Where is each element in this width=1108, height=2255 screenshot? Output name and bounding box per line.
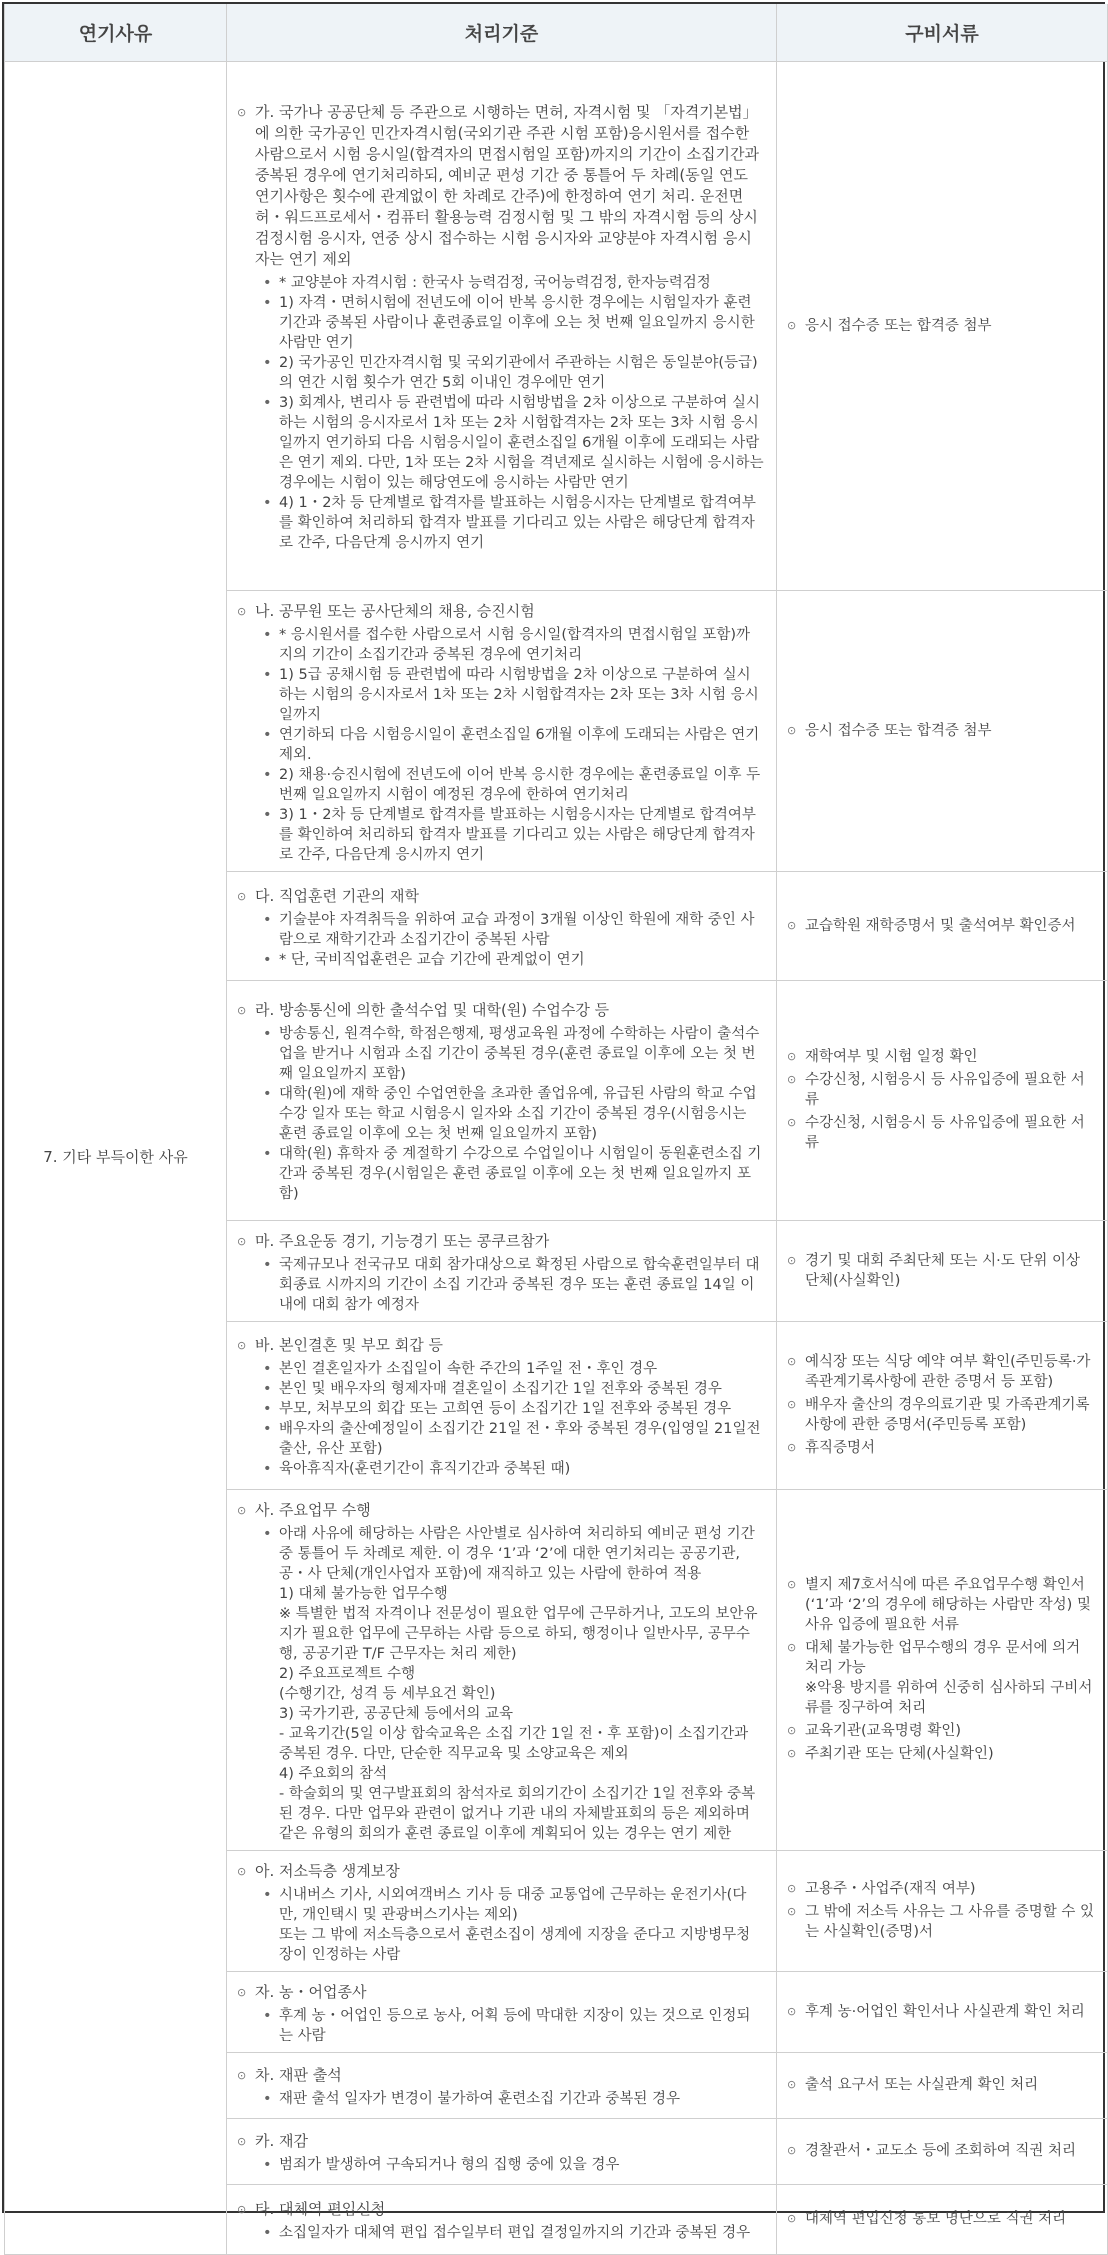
criteria-cell bbox=[227, 61, 777, 590]
circle-dot-icon: ⊙ bbox=[787, 918, 797, 932]
circle-dot-icon: ⊙ bbox=[237, 604, 247, 618]
document-item bbox=[787, 1638, 1097, 1718]
list-item: • 재판 출석 일자가 변경이 불가하여 훈련소집 기간과 중복된 경우 bbox=[263, 2089, 764, 2109]
circle-dot-icon: ⊙ bbox=[237, 2203, 247, 2216]
document-text: 수강신청, 시험응시 등 사유입증에 필요한 서류 bbox=[805, 1115, 1085, 1151]
document-text: 별지 제7호서식에 따른 주요업무수행 확인서(‘1’과 ‘2’의 경우에 해당하는 사람만 작성) 및 사유 입증에 필요한 서류 bbox=[805, 1577, 1091, 1633]
documents-cell bbox=[777, 1489, 1108, 1850]
document-item bbox=[787, 1879, 1097, 1899]
documents-cell bbox=[777, 980, 1108, 1220]
documents-cell bbox=[777, 2184, 1108, 2254]
circle-dot-icon: ⊙ bbox=[787, 1882, 797, 1895]
criteria-list bbox=[237, 2006, 764, 2046]
document-text: 교육기관(교육명령 확인) bbox=[805, 1723, 961, 1739]
criteria-heading-text: 타. 대체역 편입신청 bbox=[255, 2200, 386, 2218]
circle-dot-icon: ⊙ bbox=[237, 2135, 247, 2148]
document-text: 경기 및 대회 주최단체 또는 시·도 단위 이상 단체(사실확인) bbox=[805, 1252, 1080, 1289]
circle-dot-icon: ⊙ bbox=[787, 318, 797, 332]
circle-dot-icon: ⊙ bbox=[237, 889, 247, 903]
criteria-list bbox=[237, 2089, 764, 2109]
document-item bbox=[787, 916, 1097, 936]
postponement-table bbox=[4, 4, 1108, 2255]
circle-dot-icon: ⊙ bbox=[787, 1050, 797, 1063]
criteria-cell bbox=[227, 1220, 777, 1321]
document-item bbox=[787, 2002, 1097, 2022]
criteria-cell bbox=[227, 1489, 777, 1850]
criteria-cell bbox=[227, 2184, 777, 2254]
criteria-heading-text: 아. 저소득층 생계보장 bbox=[255, 1861, 400, 1880]
circle-dot-icon: ⊙ bbox=[787, 1747, 797, 1760]
circle-dot-icon: ⊙ bbox=[237, 1234, 247, 1248]
document-text: 그 밖에 저소득 사유는 그 사유를 증명할 수 있는 사실확인(증명)서 bbox=[805, 1904, 1094, 1940]
circle-dot-icon: ⊙ bbox=[787, 1724, 797, 1737]
document-item bbox=[787, 1352, 1097, 1392]
header-criteria: 처리기준 bbox=[227, 4, 777, 61]
list-item: • 본인 결혼일자가 소집일이 속한 주간의 1주일 전・후인 경우 bbox=[263, 1359, 764, 1379]
list-item: • 후계 농・어업인 등으로 농사, 어획 등에 막대한 지장이 있는 것으로 인정되는 사람 bbox=[263, 2006, 764, 2046]
criteria-heading-text: 다. 직업훈련 기관의 재학 bbox=[255, 886, 419, 905]
document-text: 예식장 또는 식당 예약 여부 확인(주민등록·가족관계기록사항에 관한 증명서 등 포함) bbox=[805, 1354, 1091, 1390]
list-item: • 4) 1・2차 등 단계별로 합격자를 발표하는 시험응시자는 단계별로 합격여부를 확인하여 처리하되 합격자 발표를 기다리고 있는 사람은 해당단계 합격자로 간주, 다음단계 응시까지 연기 bbox=[263, 493, 764, 553]
criteria-list bbox=[237, 2155, 764, 2175]
criteria-heading bbox=[237, 1500, 764, 1521]
circle-dot-icon: ⊙ bbox=[787, 1641, 797, 1654]
documents-cell bbox=[777, 2118, 1108, 2184]
list-item: • 대학(원) 휴학자 중 계절학기 수강으로 수업일이나 시험일이 동원훈련소집 기간과 중복된 경우(시험일은 훈련 종료일 이후에 오는 첫 번째 일요일까지 포함) bbox=[263, 1144, 764, 1204]
circle-dot-icon: ⊙ bbox=[787, 1116, 797, 1129]
list-item: • 기술분야 자격취득을 위하여 교습 과정이 3개월 이상인 학원에 재학 중인 사람으로 재학기간과 소집기간이 중복된 사람 bbox=[263, 910, 764, 950]
document-item bbox=[787, 1744, 1097, 1764]
list-item: • 시내버스 기사, 시외여객버스 기사 등 대중 교통업에 근무하는 운전기사(다만, 개인택시 및 관광버스기사는 제외) 또는 그 밖에 저소득층으로서 훈련소집이 생계에 지장을 준다고 지방병무청장이 인정하는 사람 bbox=[263, 1885, 764, 1965]
criteria-cell bbox=[227, 2118, 777, 2184]
circle-dot-icon: ⊙ bbox=[787, 1441, 797, 1454]
document-item bbox=[787, 2075, 1097, 2095]
list-item: • 2) 채용·승진시험에 전년도에 이어 반복 응시한 경우에는 훈련종료일 이후 두번째 일요일까지 시험이 예정된 경우에 한하여 연기처리 bbox=[263, 765, 764, 805]
criteria-heading-text: 바. 본인결혼 및 부모 회갑 등 bbox=[255, 1336, 443, 1354]
documents-cell bbox=[777, 590, 1108, 871]
criteria-cell bbox=[227, 1971, 777, 2052]
criteria-list bbox=[237, 273, 764, 553]
circle-dot-icon: ⊙ bbox=[787, 2004, 797, 2018]
list-item: • 1) 5급 공채시험 등 관련법에 따라 시험방법을 2차 이상으로 구분하여 실시하는 시험의 응시자로서 1차 또는 2차 시험합격자는 2차 또는 3차 시험 응시일까지 bbox=[263, 665, 764, 725]
circle-dot-icon: ⊙ bbox=[237, 106, 247, 119]
criteria-heading-text: 나. 공무원 또는 공사단체의 채용, 승진시험 bbox=[255, 601, 535, 620]
circle-dot-icon: ⊙ bbox=[787, 1578, 797, 1591]
header-reason: 연기사유 bbox=[5, 4, 227, 61]
list-item: • 국제규모나 전국규모 대회 참가대상으로 확정된 사람으로 합숙훈련일부터 대회종료 시까지의 기간이 소집 기간과 중복된 경우 또는 훈련 종료일 14일 이내에 대회 참가 예정자 bbox=[263, 1255, 764, 1315]
document-text: 대체역 편입신청 통보 명단으로 직권 처리 bbox=[805, 2211, 1067, 2227]
list-item: • * 교양분야 자격시험 : 한국사 능력검정, 국어능력검정, 한자능력검정 bbox=[263, 273, 764, 293]
criteria-list bbox=[237, 910, 764, 970]
circle-dot-icon: ⊙ bbox=[787, 2078, 797, 2091]
criteria-heading bbox=[237, 2065, 764, 2086]
documents-cell bbox=[777, 871, 1108, 980]
document-item bbox=[787, 1070, 1097, 1110]
list-item: • 방송통신, 원격수학, 학점은행제, 평생교육원 과정에 수학하는 사람이 출석수업을 받거나 시험과 소집 기간이 중복된 경우(훈련 종료일 이후에 오는 첫 번째 일요일까지 포함) bbox=[263, 1024, 764, 1084]
document-text: 재학여부 및 시험 일정 확인 bbox=[805, 1049, 978, 1065]
document-item bbox=[787, 316, 1097, 336]
document-item bbox=[787, 2209, 1097, 2229]
list-item: • * 단, 국비직업훈련은 교습 기간에 관계없이 연기 bbox=[263, 950, 764, 970]
criteria-heading-text: 차. 재판 출석 bbox=[255, 2066, 342, 2084]
list-item: • 육아휴직자(훈련기간이 휴직기간과 중복된 때) bbox=[263, 1459, 764, 1479]
reason-cell: 7. 기타 부득이한 사유 bbox=[5, 61, 227, 2254]
criteria-cell bbox=[227, 980, 777, 1220]
document-item bbox=[787, 1047, 1097, 1067]
list-item: • 부모, 처부모의 회갑 또는 고희연 등이 소집기간 1일 전후와 중복된 경우 bbox=[263, 1399, 764, 1419]
documents-cell bbox=[777, 1971, 1108, 2052]
documents-cell bbox=[777, 61, 1108, 590]
regulation-table-frame bbox=[2, 2, 1105, 2241]
list-item: • 연기하되 다음 시험응시일이 훈련소집일 6개월 이후에 도래되는 사람은 연기 제외. bbox=[263, 725, 764, 765]
table-body bbox=[5, 61, 1108, 2254]
document-item bbox=[787, 1575, 1097, 1635]
criteria-cell bbox=[227, 1321, 777, 1489]
list-item: • 본인 및 배우자의 형제자매 결혼일이 소집기간 1일 전후와 중복된 경우 bbox=[263, 1379, 764, 1399]
criteria-heading-text: 카. 재감 bbox=[255, 2132, 309, 2150]
list-item: • 배우자의 출산예정일이 소집기간 21일 전・후와 중복된 경우(입영일 21일전 출산, 유산 포함) bbox=[263, 1419, 764, 1459]
document-item bbox=[787, 1902, 1097, 1942]
document-text: 출석 요구서 또는 사실관계 확인 처리 bbox=[805, 2077, 1039, 2093]
documents-cell bbox=[777, 1220, 1108, 1321]
document-item bbox=[787, 721, 1097, 741]
circle-dot-icon: ⊙ bbox=[237, 1339, 247, 1352]
document-item bbox=[787, 1438, 1097, 1458]
criteria-heading bbox=[237, 1000, 764, 1021]
circle-dot-icon: ⊙ bbox=[787, 2144, 797, 2157]
table-header-row bbox=[5, 4, 1108, 61]
list-item: • 소집일자가 대체역 편입 접수일부터 편입 결정일까지의 기간과 중복된 경우 bbox=[263, 2223, 764, 2243]
criteria-cell bbox=[227, 1850, 777, 1971]
criteria-heading-text: 마. 주요운동 경기, 기능경기 또는 콩쿠르참가 bbox=[255, 1231, 550, 1250]
document-text: 수강신청, 시험응시 등 사유입증에 필요한 서류 bbox=[805, 1072, 1085, 1108]
criteria-list bbox=[237, 625, 764, 865]
documents-cell bbox=[777, 1321, 1108, 1489]
document-text: 주최기관 또는 단체(사실확인) bbox=[805, 1746, 994, 1762]
criteria-heading-text: 자. 농・어업종사 bbox=[255, 1982, 367, 2001]
list-item: • 3) 회계사, 변리사 등 관련법에 따라 시험방법을 2차 이상으로 구분하여 실시하는 시험의 응시자로서 1차 또는 2차 시험합격자는 2차 또는 3차 시험 응시일까지 연기하되 다음 시험응시일이 훈련소집일 6개월 이후에 도래되는 사람은 연기 제외. 다만, 1차 또는 2차 시험을 격년제로 실시하는 시험에 응시하는 경우에는 시험이 있는 해당연도에 응시하는 사람만 연기 bbox=[263, 393, 764, 493]
table-row bbox=[5, 61, 1108, 590]
document-text: 응시 접수증 또는 합격증 첨부 bbox=[805, 317, 992, 334]
criteria-heading-text: 라. 방송통신에 의한 출석수업 및 대학(원) 수업수강 등 bbox=[255, 1001, 610, 1019]
list-item: • 아래 사유에 해당하는 사람은 사안별로 심사하여 처리하되 예비군 편성 기간 중 통틀어 두 차례로 제한. 이 경우 ‘1’과 ‘2’에 대한 연기처리는 공공기관, 공・사 단체(개인사업자 포함)에 재직하고 있는 사람에 한하여 적용 1) 대체 불가능한 업무수행 ※ 특별한 법적 자격이나 전문성이 필요한 업무에 근무하거나, 고도의 보안유지가 필요한 업무에 근무하는 사람 등으로 하되, 행정이나 일반사무, 공무수행, 공공기관 T/F 근무자는 처리 제한) 2) 주요프로젝트 수행 (수행기간, 성격 등 세부요건 확인) 3) 국가기관, 공공단체 등에서의 교육 - 교육기간(5일 이상 합숙교육은 소집 기간 1일 전・후 포함)이 소집기간과 중복된 경우. 다만, 단순한 직무교육 및 소양교육은 제외 4) 주요회의 참석 - 학술회의 및 연구발표회의 참석자로 회의기간이 소집기간 1일 전후와 중복된 경우. 다만 업무와 관련이 없거나 기관 내의 자체발표회의 등은 제외하며 같은 유형의 회의가 훈련 종료일 이후에 계획되어 있는 경우는 연기 제한 bbox=[263, 1524, 764, 1844]
circle-dot-icon: ⊙ bbox=[237, 1864, 247, 1878]
list-item: • 1) 자격・면허시험에 전년도에 이어 반복 응시한 경우에는 시험일자가 훈련 기간과 중복된 사람이나 훈련종료일 이후에 오는 첫 번째 일요일까지 응시한 사람만 연기 bbox=[263, 293, 764, 353]
criteria-heading bbox=[237, 1861, 764, 1882]
circle-dot-icon: ⊙ bbox=[787, 2212, 797, 2225]
criteria-heading bbox=[237, 2131, 764, 2152]
criteria-cell bbox=[227, 590, 777, 871]
criteria-heading bbox=[237, 1231, 764, 1252]
document-text: 고용주・사업주(재직 여부) bbox=[805, 1881, 976, 1897]
list-item: • 3) 1・2차 등 단계별로 합격자를 발표하는 시험응시자는 단계별로 합격여부를 확인하여 처리하되 합격자 발표를 기다리고 있는 사람은 해당단계 합격자로 간주, 다음단계 응시까지 연기 bbox=[263, 805, 764, 865]
criteria-list bbox=[237, 1524, 764, 1844]
list-item: • 2) 국가공인 민간자격시험 및 국외기관에서 주관하는 시험은 동일분야(등급)의 연간 시험 횟수가 연간 5회 이내인 경우에만 연기 bbox=[263, 353, 764, 393]
document-item bbox=[787, 1395, 1097, 1435]
document-item bbox=[787, 2141, 1097, 2161]
criteria-heading bbox=[237, 2199, 764, 2220]
criteria-list bbox=[237, 1885, 764, 1965]
criteria-list bbox=[237, 1024, 764, 1204]
documents-cell bbox=[777, 1850, 1108, 1971]
list-item: • * 응시원서를 접수한 사람으로서 시험 응시일(합격자의 면접시험일 포함)까지의 기간이 소집기간과 중복된 경우에 연기처리 bbox=[263, 625, 764, 665]
criteria-heading-text: 사. 주요업무 수행 bbox=[255, 1500, 371, 1519]
circle-dot-icon: ⊙ bbox=[787, 1253, 797, 1267]
criteria-heading bbox=[237, 886, 764, 907]
circle-dot-icon: ⊙ bbox=[787, 1398, 797, 1411]
document-text: 대체 불가능한 업무수행의 경우 문서에 의거 처리 가능 ※악용 방지를 위하여 신중히 심사하되 구비서류를 징구하여 처리 bbox=[805, 1640, 1093, 1716]
criteria-list bbox=[237, 2223, 764, 2243]
criteria-heading bbox=[237, 1982, 764, 2003]
circle-dot-icon: ⊙ bbox=[787, 1073, 797, 1086]
criteria-cell bbox=[227, 871, 777, 980]
list-item: • 범죄가 발생하여 구속되거나 형의 집행 중에 있을 경우 bbox=[263, 2155, 764, 2175]
criteria-list bbox=[237, 1255, 764, 1315]
document-item bbox=[787, 1251, 1097, 1291]
criteria-cell bbox=[227, 2052, 777, 2118]
document-item bbox=[787, 1721, 1097, 1741]
circle-dot-icon: ⊙ bbox=[237, 1004, 247, 1017]
circle-dot-icon: ⊙ bbox=[237, 1503, 247, 1517]
document-item bbox=[787, 1113, 1097, 1153]
circle-dot-icon: ⊙ bbox=[237, 2069, 247, 2082]
document-text: 휴직증명서 bbox=[805, 1440, 876, 1456]
criteria-heading-text: 가. 국가나 공공단체 등 주관으로 시행하는 면허, 자격시험 및 「자격기본법」에 의한 국가공인 민간자격시험(국외기관 주관 시험 포함)응시원서를 접수한 사람으로서 시험 응시일(합격자의 면접시험일 포함)까지의 기간이 소집기간과 중복된 경우에 연기처리하되, 예비군 편성 기간 중 통틀어 두 차례(동일 연도 연기사항은 횟수에 관계없이 한 차례로 간주)에 한정하여 연기 처리. 운전면허・워드프로세서・컴퓨터 활용능력 검정시험 및 그 밖의 자격시험 등의 상시 검정시험 응시자, 연중 상시 접수하는 시험 응시자와 교양분야 자격시험 응시자는 연기 제외 bbox=[255, 103, 759, 268]
criteria-heading bbox=[237, 601, 764, 622]
document-text: 교습학원 재학증명서 및 출석여부 확인증서 bbox=[805, 917, 1076, 934]
circle-dot-icon: ⊙ bbox=[787, 723, 797, 737]
circle-dot-icon: ⊙ bbox=[237, 1985, 247, 1999]
criteria-heading bbox=[237, 1335, 764, 1356]
document-text: 배우자 출산의 경우의료기관 및 가족관계기록사항에 관한 증명서(주민등록 포함) bbox=[805, 1397, 1090, 1433]
list-item: • 대학(원)에 재학 중인 수업연한을 초과한 졸업유예, 유급된 사람의 학교 수업수강 일자 또는 학교 시험응시 일자와 소집 기간이 중복된 경우(시험응시는 훈련 종료일 이후에 오는 첫 번째 일요일까지 포함) bbox=[263, 1084, 764, 1144]
document-text: 응시 접수증 또는 합격증 첨부 bbox=[805, 722, 992, 739]
circle-dot-icon: ⊙ bbox=[787, 1355, 797, 1368]
criteria-heading bbox=[237, 102, 764, 270]
header-documents: 구비서류 bbox=[777, 4, 1108, 61]
document-text: 후계 농·어업인 확인서나 사실관계 확인 처리 bbox=[805, 2003, 1085, 2020]
criteria-list bbox=[237, 1359, 764, 1479]
documents-cell bbox=[777, 2052, 1108, 2118]
circle-dot-icon: ⊙ bbox=[787, 1905, 797, 1918]
document-text: 경찰관서・교도소 등에 조회하여 직권 처리 bbox=[805, 2143, 1077, 2159]
